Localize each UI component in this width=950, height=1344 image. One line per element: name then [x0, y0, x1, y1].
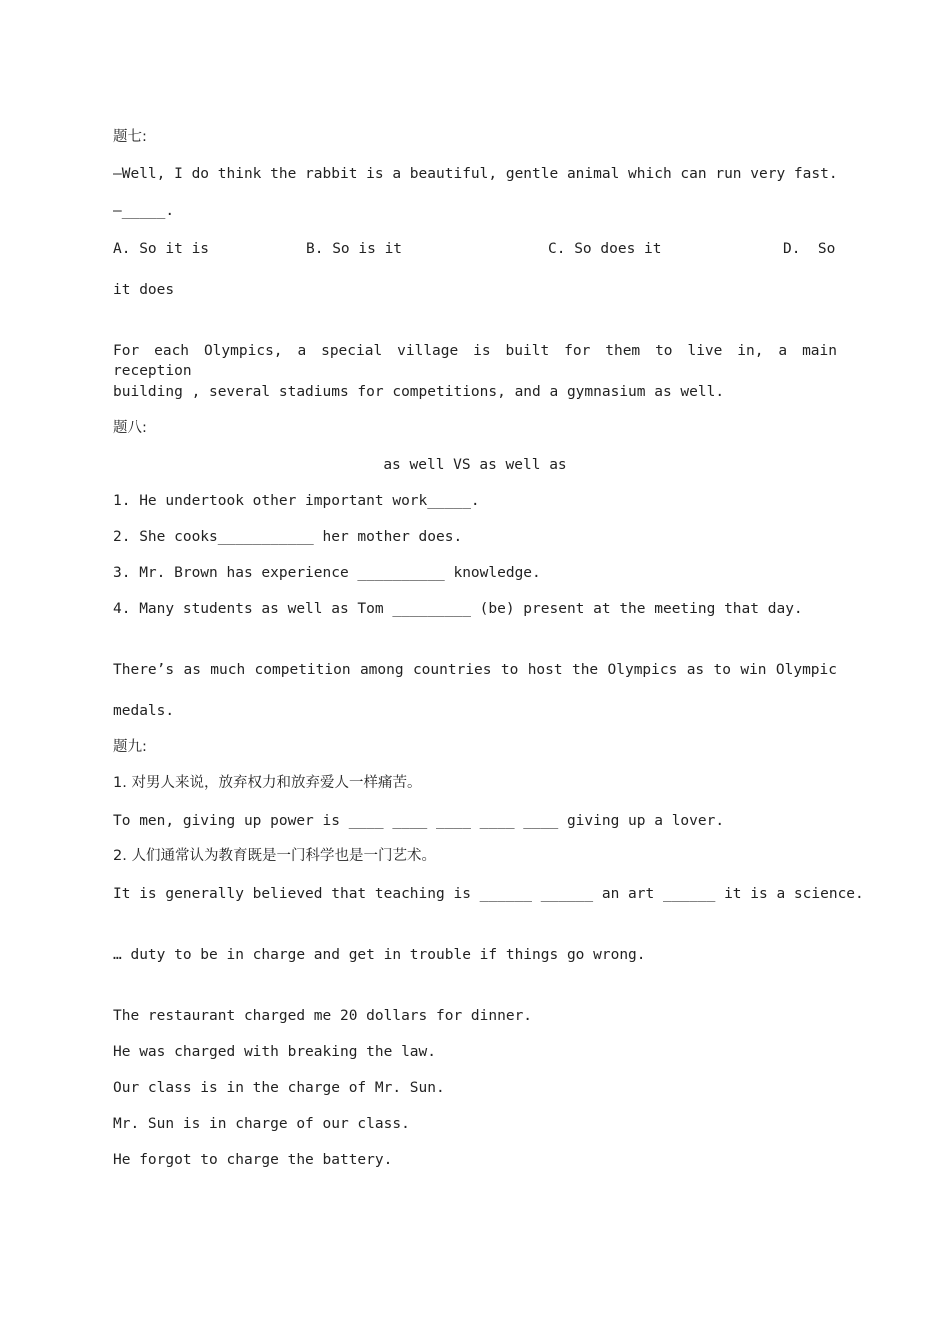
- example-2: He was charged with breaking the law.: [113, 1044, 437, 1060]
- para2-line-1: There’s as much competition among countries to host the Olympics as to win Olympic: [113, 662, 837, 678]
- q7-dialogue-line-2: —_____.: [113, 203, 175, 219]
- example-3: Our class is in the charge of Mr. Sun.: [113, 1080, 445, 1096]
- q8-item-4: 4. Many students as well as Tom _________ (be) present at the meeting that day.: [113, 601, 803, 617]
- q8-item-1: 1. He undertook other important work_____.: [113, 493, 480, 509]
- q9-item-1-english: [113, 811, 724, 831]
- q7-option-d: D. So: [783, 241, 836, 257]
- q7-heading: 题七:: [113, 129, 147, 145]
- para1-line-1: For each Olympics, a special village is built for them to live in, a main reception: [113, 343, 837, 379]
- q7-option-b: B. So is it: [306, 241, 403, 257]
- para1-line-2: building , several stadiums for competitions, and a gymnasium as well.: [113, 384, 725, 400]
- para3: … duty to be in charge and get in trouble if things go wrong.: [113, 947, 646, 963]
- q9-item-1-chinese: 1. 对男人来说，放弃权力和放弃爱人一样痛苦。: [113, 775, 422, 791]
- q8-heading: 题八:: [113, 420, 147, 436]
- para2-line-2: medals.: [113, 703, 175, 719]
- q9-heading: 题九:: [113, 739, 147, 755]
- q8-item-2: 2. She cooks___________ her mother does.: [113, 529, 463, 545]
- q9-item-2-chinese: 2. 人们通常认为教育既是一门科学也是一门艺术。: [113, 848, 436, 864]
- q9-item-2-english: It is generally believed that teaching is ______ ______ an art ______ it is a science.: [113, 886, 864, 902]
- example-1: The restaurant charged me 20 dollars for dinner.: [113, 1008, 533, 1024]
- example-5: He forgot to charge the battery.: [113, 1152, 393, 1168]
- q7-option-d-continuation: it does: [113, 282, 175, 298]
- q8-title: as well VS as well as: [383, 457, 567, 473]
- q7-dialogue-line-1: —Well, I do think the rabbit is a beautiful, gentle animal which can run very fast.: [113, 166, 838, 182]
- q9-item-1-english-part-a: To men, giving up power: [113, 813, 323, 829]
- q7-option-c: C. So does it: [548, 241, 662, 257]
- q8-item-3: 3. Mr. Brown has experience __________ knowledge.: [113, 565, 541, 581]
- q7-option-a: A. So it is: [113, 241, 210, 257]
- example-4: Mr. Sun is in charge of our class.: [113, 1116, 410, 1132]
- q9-item-1-english-part-b: is ____ ____ ____ ____ ____ giving up a lover.: [322, 813, 725, 829]
